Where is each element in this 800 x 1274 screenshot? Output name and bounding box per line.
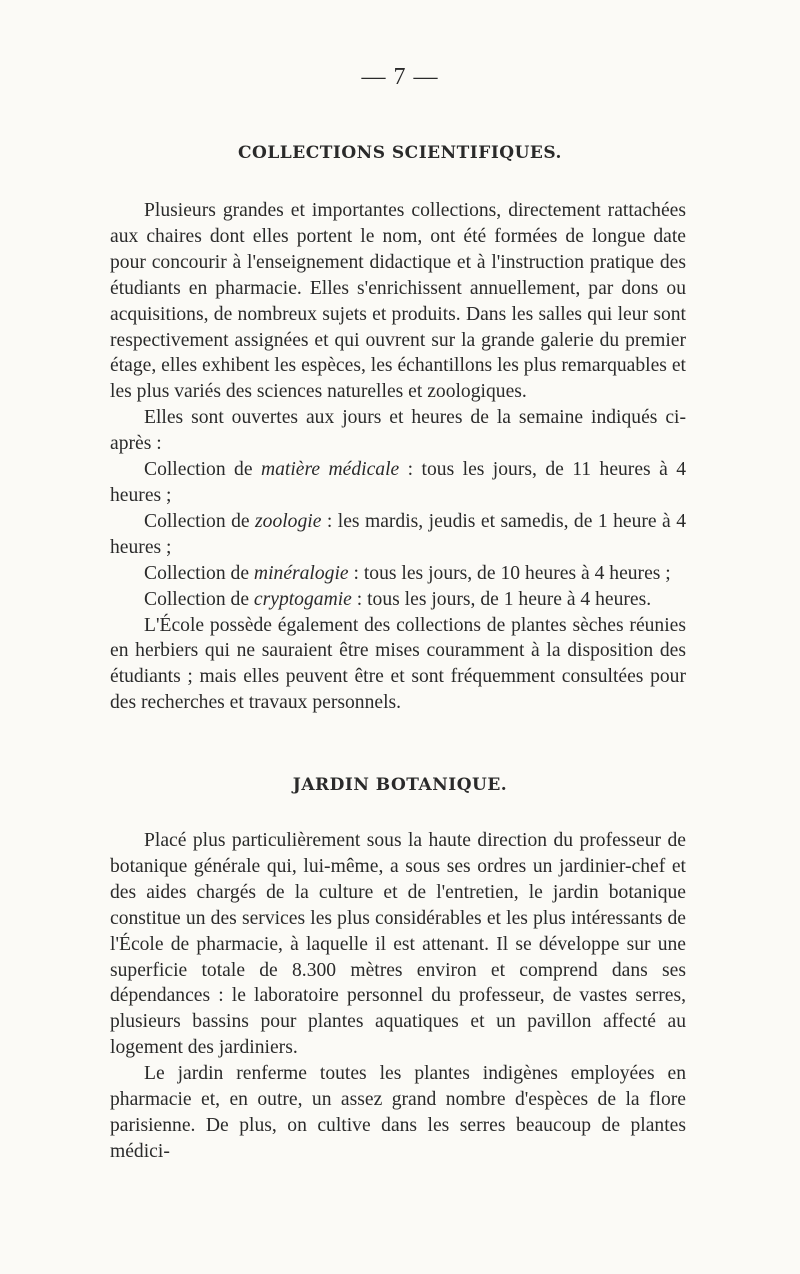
section-body-collections [110, 198, 686, 716]
collection-hours: : tous les jours, de 10 heures à 4 heures ; [348, 562, 671, 584]
collection-name: matière médicale [260, 459, 400, 481]
paragraph: Plusieurs grandes et importantes collections, directement rattachées aux chaires dont elles portent le nom, ont été formées de longue date pour concourir à l'enseignement didactique et à l'instruction pratique des étudiants en pharmacie. Elles s'enrichissent annuellement, par dons ou acquisitions, de nombreux sujets et produits. Dans les salles qui leur sont respectivement assignées et qui ouvrent sur la grande galerie du premier étage, elles exhibent les espèces, les échantillons les plus remarquables et les plus variés des sciences naturelles et zoologiques. [110, 200, 686, 403]
collection-prefix: Collection de [144, 510, 256, 532]
section-title-jardin: JARDIN BOTANIQUE. [292, 775, 508, 795]
collection-item [110, 587, 686, 613]
section-title-collections: COLLECTIONS SCIENTIFIQUES. [238, 143, 562, 163]
collection-hours: : tous les jours, de 11 heures à 4 heures ; [110, 459, 686, 506]
collection-name: minéralogie [253, 562, 349, 584]
collection-item [110, 457, 686, 509]
page-number: — 7 — [361, 64, 439, 90]
paragraph: Elles sont ouvertes aux jours et heures de la semaine indiqués ci-après : [110, 407, 686, 455]
collection-item [110, 509, 686, 561]
collection-name: zoologie [255, 510, 322, 532]
collection-hours: : les mardis, jeudis et samedis, de 1 heure à 4 heures ; [110, 510, 686, 558]
section-body-jardin [110, 828, 686, 1165]
collection-hours: : tous les jours, de 1 heure à 4 heures. [351, 588, 652, 610]
collection-prefix: Collection de [144, 459, 261, 481]
collection-item [110, 561, 686, 587]
paragraph: L'École possède également des collections de plantes sèches réunies en herbiers qui ne sauraient être mises couramment à la disposition des étudiants ; mais elles peuvent être et sont fréquemment consultées pour des recherches et travaux personnels. [110, 614, 686, 714]
collection-name: cryptogamie [253, 588, 352, 610]
collection-prefix: Collection de [144, 562, 254, 584]
collection-prefix: Collection de [144, 588, 254, 610]
paragraph: Placé plus particulièrement sous la haute direction du professeur de botanique générale qui, lui-même, a sous ses ordres un jardinier-chef et des aides chargés de la culture et de l'entretien, le jardin botanique constitue un des services les plus considérables et les plus intéressants de l'École de pharmacie, à laquelle il est attenant. Il se développe sur une superficie totale de 8.300 mètres environ et comprend dans ses dépendances : le laboratoire personnel du professeur, de vastes serres, plusieurs bassins pour plantes aquatiques et un pavillon affecté au logement des jardiniers. [110, 830, 686, 1059]
paragraph: Le jardin renferme toutes les plantes indigènes employées en pharmacie et, en outre, un assez grand nombre d'espèces de la flore parisienne. De plus, on cultive dans les serres beaucoup de plantes médici- [110, 1063, 686, 1162]
